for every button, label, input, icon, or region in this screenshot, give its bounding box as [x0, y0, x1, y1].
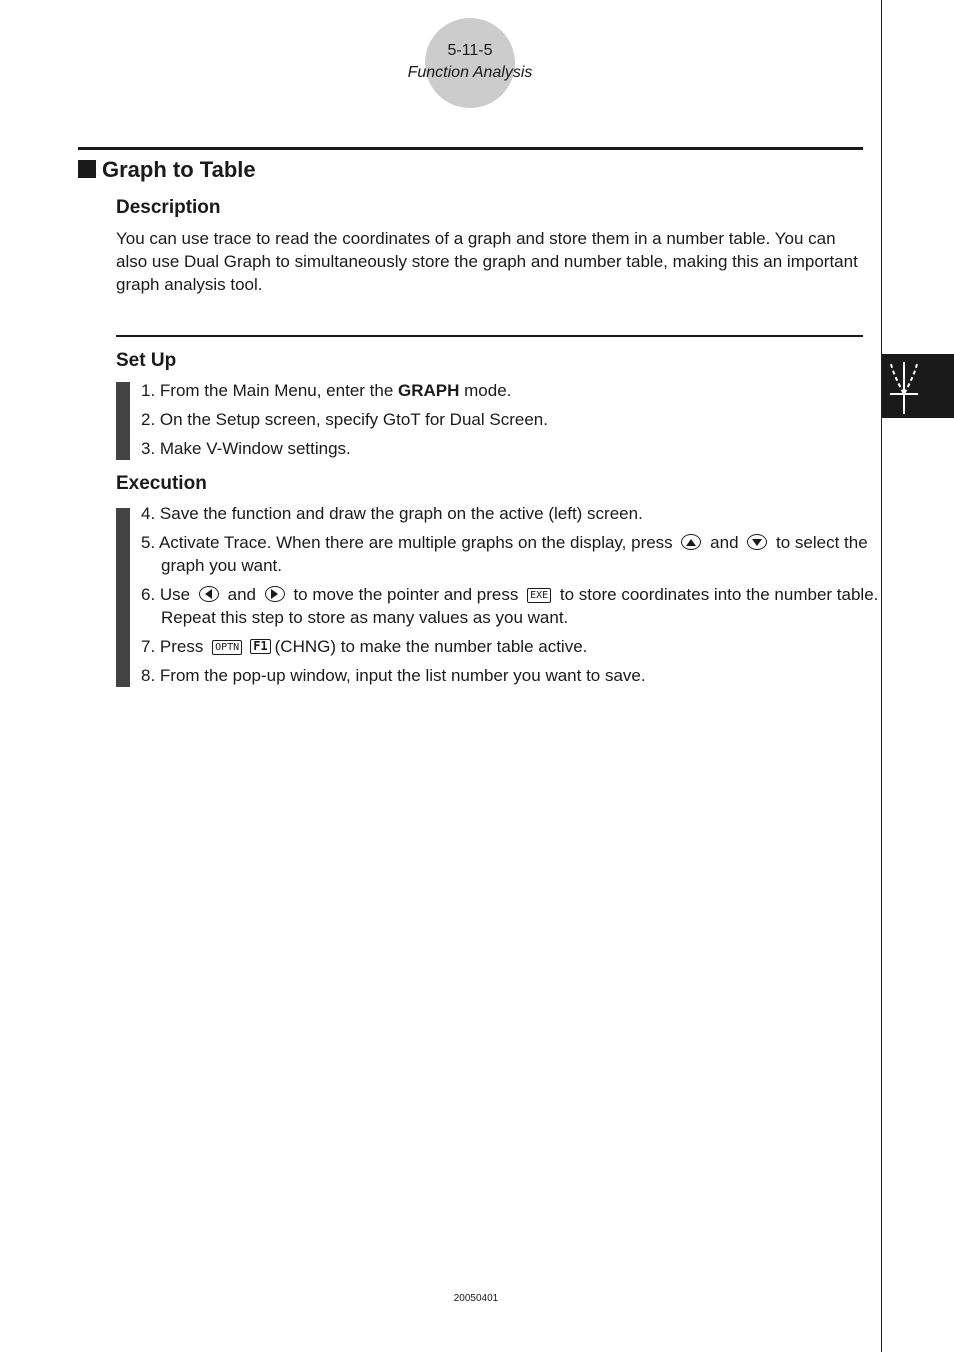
execution-step-6: 6. Use and to move the pointer and press EXE to store coordinates into the number table. Repeat this step to store as many values as you want.: [141, 585, 879, 627]
execution-heading: Execution: [116, 473, 207, 494]
right-cursor-key-icon: [265, 586, 285, 602]
graph-tab-icon: [882, 354, 954, 418]
down-cursor-key-icon: [747, 534, 767, 550]
page-number: 5-11-5: [447, 42, 493, 59]
up-cursor-key-icon: [681, 534, 701, 550]
setup-margin-bar: [116, 382, 130, 460]
description-heading: Description: [116, 197, 221, 218]
left-cursor-key-icon: [199, 586, 219, 602]
page-number-badge: [425, 18, 515, 108]
section-title: [78, 157, 256, 183]
execution-margin-bar: [116, 508, 130, 687]
f1-key: F1: [250, 639, 270, 654]
setup-step-3: 3. Make V-Window settings.: [141, 439, 351, 458]
execution-step-8: 8. From the pop-up window, input the list number you want to save.: [141, 666, 646, 685]
graph-mode-name: GRAPH: [398, 381, 460, 400]
setup-heading: Set Up: [116, 350, 177, 371]
footer-code: 20050401: [453, 1293, 499, 1304]
chapter-tab: [882, 354, 954, 418]
setup-step-2: 2. On the Setup screen, specify GtoT for Dual Screen.: [141, 410, 548, 429]
chapter-title: Function Analysis: [407, 64, 533, 81]
section-divider: [78, 147, 863, 150]
description-text: You can use trace to read the coordinates of a graph and store them in a number table. You can also use Dual Graph to simultaneously store the graph and number table, making this an important graph analysis tool.: [116, 229, 858, 294]
execution-step-4: 4. Save the function and draw the graph on the active (left) screen.: [141, 504, 643, 523]
exe-key: EXE: [527, 588, 551, 603]
section-title-text: Graph to Table: [102, 157, 256, 182]
setup-divider: [116, 335, 863, 337]
setup-step-1: 1. From the Main Menu, enter the GRAPH mode.: [141, 381, 512, 400]
execution-step-5: 5. Activate Trace. When there are multiple graphs on the display, press and to select the graph you want.: [141, 533, 868, 575]
execution-step-7: 7. Press OPTN F1 (CHNG) to make the number table active.: [141, 637, 588, 656]
optn-key: OPTN: [212, 640, 242, 655]
square-bullet-icon: [78, 160, 96, 178]
